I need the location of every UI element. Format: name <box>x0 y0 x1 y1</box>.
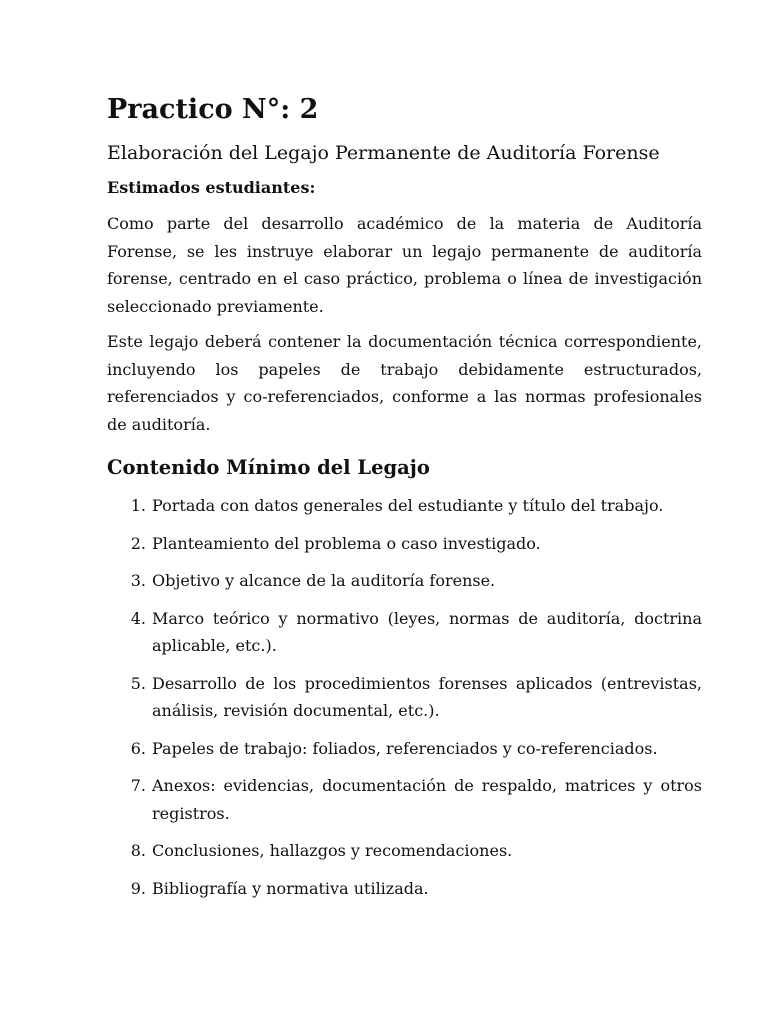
list-item-text: Desarrollo de los procedimientos forenses aplicados (entrevistas, análisis, revisión documental, etc.). <box>152 673 702 720</box>
list-item-number: 4. <box>130 608 146 628</box>
list-item <box>107 492 702 520</box>
list-item-number: 3. <box>130 571 146 590</box>
document-title: Practico N°: 2 <box>107 94 319 125</box>
list-item-number: 1. <box>130 496 146 515</box>
list-item <box>107 567 702 595</box>
list-item-text: Conclusiones, hallazgos y recomendaciones. <box>152 841 513 860</box>
list-item-number: 5. <box>130 673 146 693</box>
document-page <box>107 92 702 912</box>
content-list <box>107 492 702 902</box>
list-item-text: Papeles de trabajo: foliados, referenciados y co-referenciados. <box>152 738 658 758</box>
paragraph-content: Este legajo deberá contener la documentación técnica correspondiente, incluyendo los papeles de trabajo debidamente estructurados, referenciados y co-referenciados, conforme a las normas profesionales de auditoría. <box>107 332 702 434</box>
list-item-text: Bibliografía y normativa utilizada. <box>152 878 429 898</box>
list-item-text: Anexos: evidencias, documentación de respaldo, matrices y otros registros. <box>152 776 702 823</box>
list-item-text: Portada con datos generales del estudiante y título del trabajo. <box>152 496 664 515</box>
list-item <box>107 530 702 558</box>
greeting: Estimados estudiantes: <box>107 178 316 197</box>
list-item <box>107 837 702 865</box>
list-item-text: Marco teórico y normativo (leyes, normas de auditoría, doctrina aplicable, etc.). <box>152 608 702 655</box>
list-item <box>107 875 702 903</box>
section-heading: Contenido Mínimo del Legajo <box>107 456 430 479</box>
paragraph-intro: Como parte del desarrollo académico de la materia de Auditoría Forense, se les instruye elaborar un legajo permanente de auditoría forense, centrado en el caso práctico, problema o línea de investigación seleccionado previamente. <box>107 214 702 316</box>
list-item-number: 9. <box>130 878 146 898</box>
list-item-text: Planteamiento del problema o caso investigado. <box>152 533 541 553</box>
list-item-number: 6. <box>130 738 146 758</box>
document-subtitle: Elaboración del Legajo Permanente de Auditoría Forense <box>107 142 660 164</box>
list-item <box>107 772 702 827</box>
list-item <box>107 605 702 660</box>
list-item-number: 7. <box>130 776 146 795</box>
list-item <box>107 670 702 725</box>
list-item-number: 8. <box>130 841 146 860</box>
list-item <box>107 735 702 763</box>
list-item-text: Objetivo y alcance de la auditoría forense. <box>152 571 496 590</box>
list-item-number: 2. <box>130 533 146 553</box>
